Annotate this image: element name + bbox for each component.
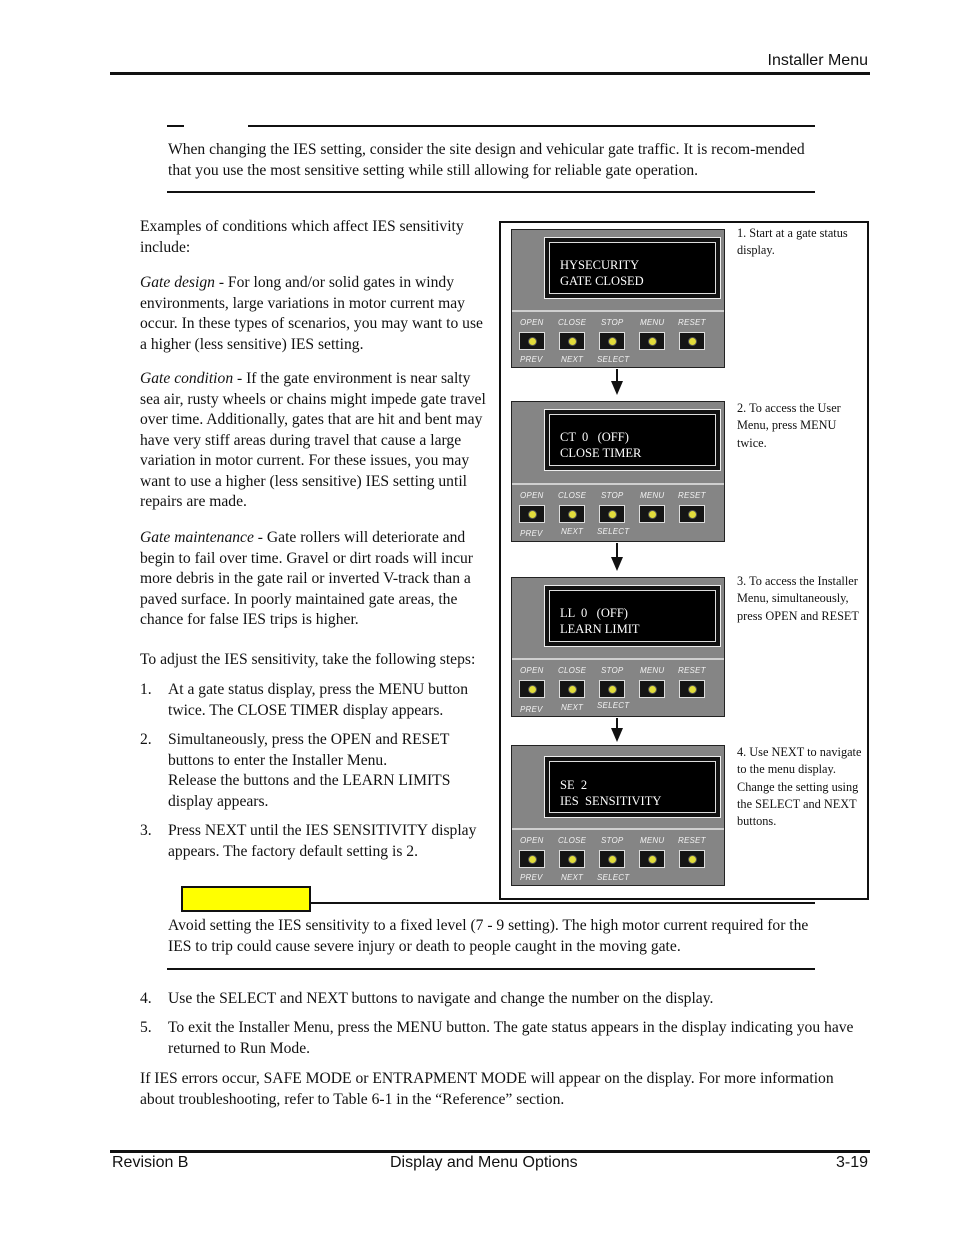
- reset-label: RESET: [678, 318, 706, 327]
- step-number: 5.: [140, 1019, 152, 1036]
- menu-button[interactable]: [639, 332, 665, 350]
- close-label: CLOSE: [558, 318, 587, 327]
- stop-button[interactable]: [599, 505, 625, 523]
- figure-caption-4: 4. Use NEXT to navigate to the menu display. Change the setting using the SELECT and NEXT buttons.: [737, 745, 862, 829]
- led-icon: [568, 685, 577, 694]
- select-label: SELECT: [597, 873, 630, 882]
- open-label: OPEN: [520, 666, 544, 675]
- intro-paragraph: Examples of conditions which affect IES sensitivity include:: [140, 218, 464, 256]
- gate-maintenance-text: - Gate rollers will deteriorate and begin to fail over time. Gravel or dirt roads will incur more debris in the gate rail or inverted V-track than a paved surface. In poorly maintained gate areas, the chance for false IES trips is higher.: [140, 529, 474, 628]
- open-label: OPEN: [520, 491, 544, 500]
- open-label: OPEN: [520, 836, 544, 845]
- led-icon: [608, 337, 617, 346]
- close-button[interactable]: [559, 850, 585, 868]
- menu-button[interactable]: [639, 505, 665, 523]
- step-number: 4.: [140, 990, 152, 1007]
- gate-design-term: Gate design: [140, 274, 215, 291]
- led-icon: [528, 337, 537, 346]
- stop-label: STOP: [601, 666, 624, 675]
- menu-label: MENU: [640, 836, 665, 845]
- warning-text: Avoid setting the IES sensitivity to a fixed level (7 - 9 setting). The high motor current required for the IES to trip could cause severe injury or death to people caught in the moving gate.: [168, 917, 809, 955]
- gate-condition-paragraph: [140, 369, 492, 513]
- lcd-line-1: CT 0 (OFF): [560, 430, 629, 444]
- open-button[interactable]: [519, 332, 545, 350]
- led-icon: [688, 855, 697, 864]
- prev-label: PREV: [520, 529, 543, 538]
- figure-caption-1: 1. Start at a gate status display.: [737, 226, 848, 258]
- close-button[interactable]: [559, 332, 585, 350]
- lcd-line-2: CLOSE TIMER: [560, 446, 642, 460]
- footer-revision: Revision B: [112, 1154, 189, 1171]
- gate-maintenance-paragraph: [140, 528, 492, 631]
- step-text: At a gate status display, press the MENU button twice. The CLOSE TIMER display appears.: [168, 681, 468, 719]
- led-icon: [568, 855, 577, 864]
- panel-divider: [512, 483, 724, 485]
- close-label: CLOSE: [558, 836, 587, 845]
- close-button[interactable]: [559, 680, 585, 698]
- menu-button[interactable]: [639, 850, 665, 868]
- select-label: SELECT: [597, 527, 630, 536]
- open-label: OPEN: [520, 318, 544, 327]
- led-icon: [608, 855, 617, 864]
- keypad-panel-3: [511, 577, 725, 717]
- close-button[interactable]: [559, 505, 585, 523]
- led-icon: [648, 685, 657, 694]
- gate-design-paragraph: [140, 273, 492, 355]
- step-text: To exit the Installer Menu, press the MENU button. The gate status appears in the display indicating you have returned to Run Mode.: [168, 1019, 854, 1057]
- figure-caption-3: 3. To access the Installer Menu, simultaneously, press OPEN and RESET: [737, 574, 859, 623]
- footer-page-number: 3-19: [835, 1154, 868, 1171]
- lcd-display: [544, 237, 721, 299]
- led-icon: [528, 855, 537, 864]
- adjust-intro: To adjust the IES sensitivity, take the following steps:: [140, 651, 476, 668]
- stop-label: STOP: [601, 318, 624, 327]
- warning-bottom-rule: [167, 968, 815, 970]
- lcd-display: [544, 585, 721, 647]
- stop-button[interactable]: [599, 850, 625, 868]
- open-button[interactable]: [519, 680, 545, 698]
- led-icon: [648, 855, 657, 864]
- close-label: CLOSE: [558, 491, 587, 500]
- prev-label: PREV: [520, 355, 543, 364]
- reset-label: RESET: [678, 666, 706, 675]
- lcd-display: [544, 409, 721, 471]
- lcd-line-1: LL 0 (OFF): [560, 606, 628, 620]
- stop-label: STOP: [601, 491, 624, 500]
- menu-label: MENU: [640, 318, 665, 327]
- open-button[interactable]: [519, 505, 545, 523]
- stop-button[interactable]: [599, 332, 625, 350]
- lcd-display: [544, 756, 721, 818]
- led-icon: [608, 685, 617, 694]
- warning-flag: [181, 886, 311, 912]
- lcd-line-2: LEARN LIMIT: [560, 622, 640, 636]
- menu-label: MENU: [640, 666, 665, 675]
- warning-top-rule: [311, 902, 815, 904]
- close-label: CLOSE: [558, 666, 587, 675]
- step-text: Press NEXT until the IES SENSITIVITY display appears. The factory default setting is 2.: [168, 822, 477, 860]
- next-label: NEXT: [561, 527, 584, 536]
- step-text: Simultaneously, press the OPEN and RESET buttons to enter the Installer Menu. Release the buttons and the LEARN LIMITS display appears.: [168, 731, 451, 810]
- gate-maintenance-term: Gate maintenance: [140, 529, 254, 546]
- reset-button[interactable]: [679, 505, 705, 523]
- select-label: SELECT: [597, 355, 630, 364]
- step-number: 1.: [140, 681, 152, 698]
- led-icon: [688, 510, 697, 519]
- lcd-line-1: SE 2: [560, 778, 588, 792]
- next-label: NEXT: [561, 703, 584, 712]
- keypad-panel-2: [511, 401, 725, 542]
- reset-label: RESET: [678, 491, 706, 500]
- panel-divider: [512, 828, 724, 830]
- prev-label: PREV: [520, 873, 543, 882]
- step-text: Use the SELECT and NEXT buttons to navigate and change the number on the display.: [168, 990, 714, 1007]
- led-icon: [688, 685, 697, 694]
- panel-divider: [512, 310, 724, 312]
- reset-button[interactable]: [679, 680, 705, 698]
- led-icon: [568, 510, 577, 519]
- menu-label: MENU: [640, 491, 665, 500]
- menu-button[interactable]: [639, 680, 665, 698]
- select-label: SELECT: [597, 701, 630, 710]
- next-label: NEXT: [561, 355, 584, 364]
- note-bottom-rule: [167, 191, 815, 193]
- lcd-line-2: GATE CLOSED: [560, 274, 644, 288]
- gate-condition-text: - If the gate environment is near salty sea air, rusty wheels or chains might impede gate travel over time. Additionally, gates that are hit and bent may have very stiff areas during travel that cause a large variation in motor current. For these issues, you may want to use a higher (less sensitive) IES setting until repairs are made.: [140, 370, 486, 510]
- footer-rule: [110, 1150, 870, 1153]
- note-text: When changing the IES setting, consider the site design and vehicular gate traffic. It is recom-mended that you use the most sensitive setting while still allowing for reliable gate operation.: [168, 141, 805, 179]
- gate-condition-term: Gate condition: [140, 370, 234, 387]
- panel-divider: [512, 658, 724, 660]
- figure-caption-2: 2. To access the User Menu, press MENU twice.: [737, 401, 841, 450]
- keypad-panel-4: [511, 745, 725, 886]
- closing-paragraph: If IES errors occur, SAFE MODE or ENTRAPMENT MODE will appear on the display. For more information about troubleshooting, refer to Table 6-1 in the “Reference” section.: [140, 1070, 834, 1108]
- stop-button[interactable]: [599, 680, 625, 698]
- step-number: 2.: [140, 731, 152, 748]
- led-icon: [608, 510, 617, 519]
- led-icon: [528, 685, 537, 694]
- led-icon: [648, 337, 657, 346]
- prev-label: PREV: [520, 705, 543, 714]
- led-icon: [528, 510, 537, 519]
- reset-button[interactable]: [679, 332, 705, 350]
- lcd-line-2: IES SENSITIVITY: [560, 794, 662, 808]
- reset-button[interactable]: [679, 850, 705, 868]
- next-label: NEXT: [561, 873, 584, 882]
- note-tab-rule: [167, 125, 184, 127]
- keypad-panel-1: [511, 229, 725, 368]
- led-icon: [688, 337, 697, 346]
- step-number: 3.: [140, 822, 152, 839]
- open-button[interactable]: [519, 850, 545, 868]
- note-top-rule: [248, 125, 815, 127]
- footer-chapter: Display and Menu Options: [390, 1154, 578, 1171]
- reset-label: RESET: [678, 836, 706, 845]
- led-icon: [568, 337, 577, 346]
- stop-label: STOP: [601, 836, 624, 845]
- gate-design-text: - For long and/or solid gates in windy environments, large variations in motor current may occur. In these types of scenarios, you may want to use a higher (less sensitive) IES setting.: [140, 274, 483, 353]
- led-icon: [648, 510, 657, 519]
- lcd-line-1: HYSECURITY: [560, 258, 640, 272]
- header-rule: [110, 72, 870, 75]
- section-title: Installer Menu: [767, 52, 868, 69]
